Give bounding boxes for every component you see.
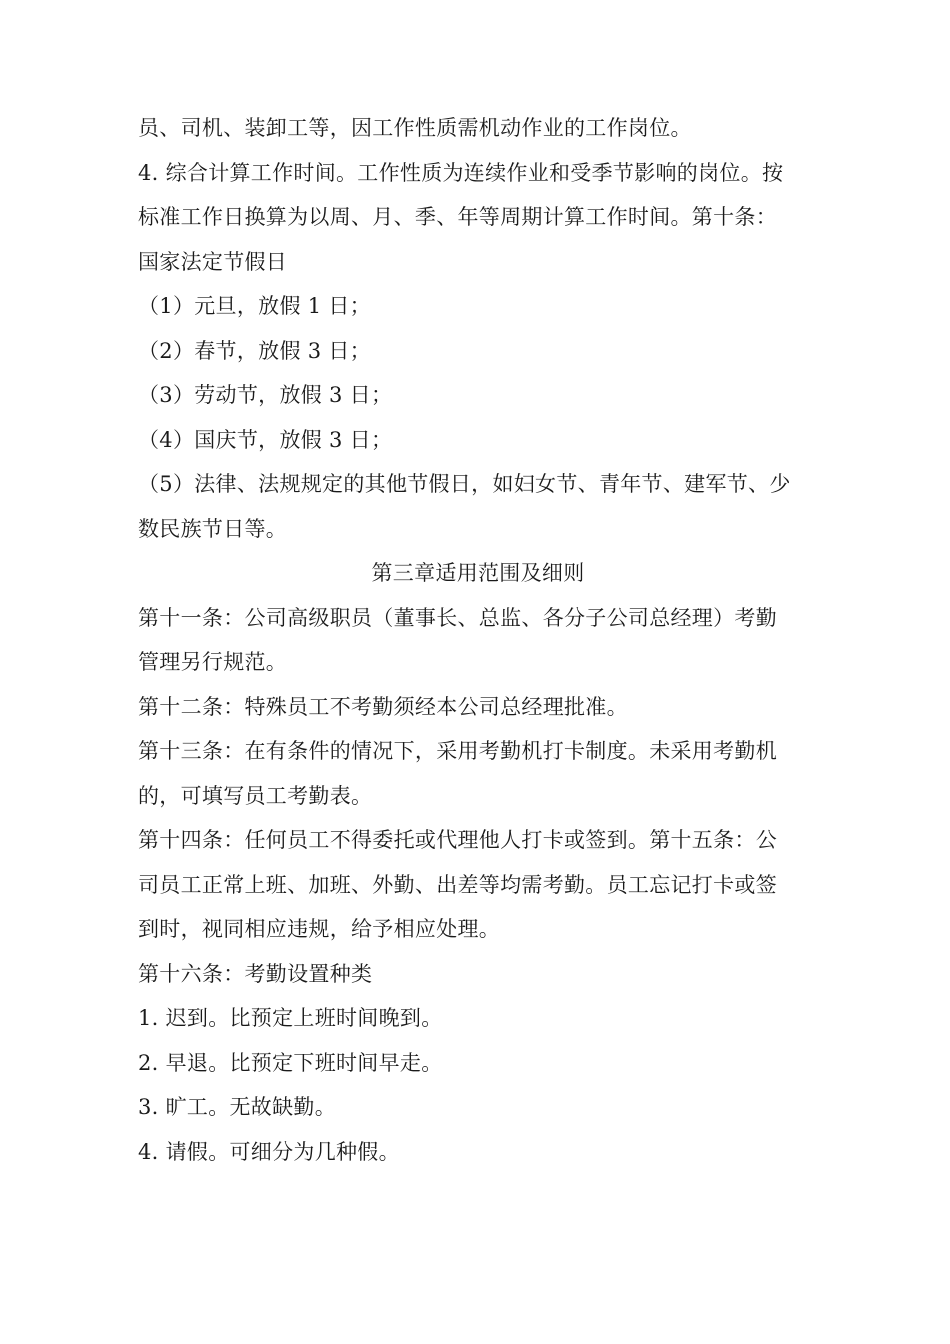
chapter-heading: 第三章适用范围及细则 xyxy=(371,561,585,585)
list-item: 1. 迟到。比预定上班时间晚到。 xyxy=(138,1006,443,1030)
text-line: 标准工作日换算为以周、月、季、年等周期计算工作时间。第十条： xyxy=(138,205,777,229)
text-line: 的，可填写员工考勤表。 xyxy=(138,783,373,808)
holiday-item: （3）劳动节，放假 3 日； xyxy=(138,383,393,407)
article-16: 第十六条：考勤设置种类 xyxy=(138,961,373,986)
holiday-item: （5）法律、法规规定的其他节假日，如妇女节、青年节、建军节、少 xyxy=(138,472,791,496)
list-item: 2. 早退。比预定下班时间早走。 xyxy=(138,1050,443,1075)
holiday-item: （1）元旦，放假 1 日； xyxy=(138,294,371,318)
document-body xyxy=(138,106,818,1174)
article-11: 第十一条：公司高级职员（董事长、总监、各分子公司总经理）考勤 xyxy=(138,605,777,630)
text-line: 国家法定节假日 xyxy=(138,249,288,274)
text-line: 员、司机、装卸工等，因工作性质需机动作业的工作岗位。 xyxy=(138,116,692,140)
article-13: 第十三条：在有条件的情况下，采用考勤机打卡制度。未采用考勤机 xyxy=(138,739,777,763)
list-item: 3. 旷工。无故缺勤。 xyxy=(138,1095,337,1119)
list-item: 4. 请假。可细分为几种假。 xyxy=(138,1139,400,1164)
article-14: 第十四条：任何员工不得委托或代理他人打卡或签到。第十五条：公 xyxy=(138,828,777,852)
holiday-item: （2）春节，放假 3 日； xyxy=(138,338,371,363)
article-12: 第十二条：特殊员工不考勤须经本公司总经理批准。 xyxy=(138,694,628,719)
list-item-4-comprehensive-hours: 4. 综合计算工作时间。工作性质为连续作业和受季节影响的岗位。按 xyxy=(138,160,784,185)
text-line: 到时，视同相应违规，给予相应处理。 xyxy=(138,917,501,941)
holiday-item: （4）国庆节，放假 3 日； xyxy=(138,427,393,452)
text-line: 司员工正常上班、加班、外勤、出差等均需考勤。员工忘记打卡或签 xyxy=(138,872,777,897)
text-line: 数民族节日等。 xyxy=(138,516,288,541)
text-line: 管理另行规范。 xyxy=(138,650,288,674)
